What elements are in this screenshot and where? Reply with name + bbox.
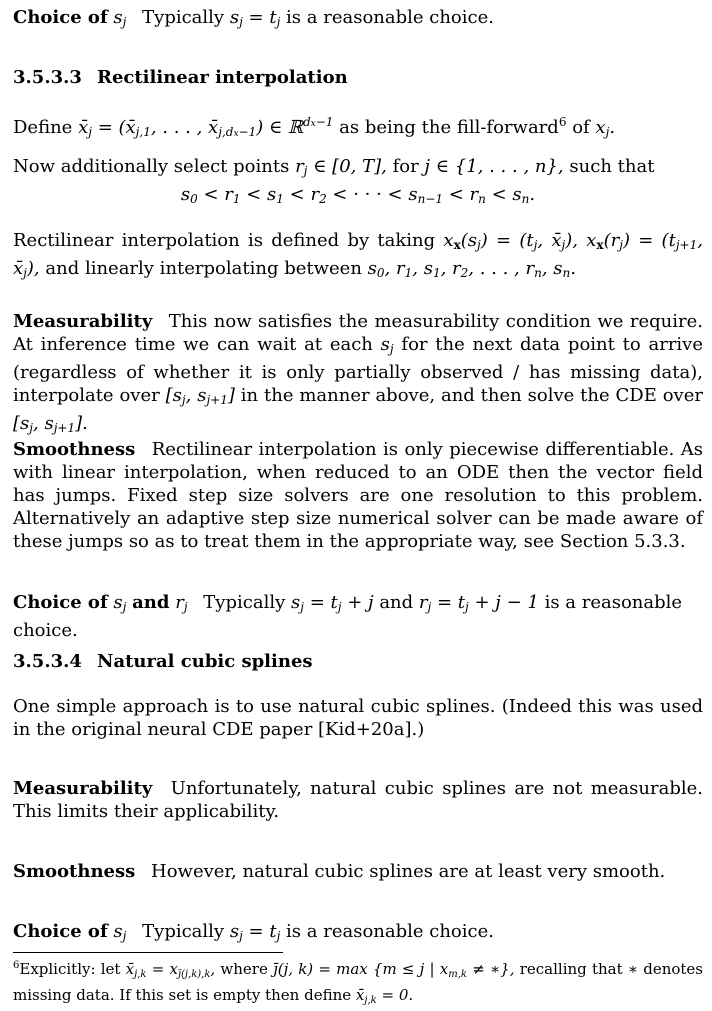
choice-end: is a reasonable choice. [286, 7, 494, 28]
smoothness2-title: Smoothness [13, 861, 136, 882]
measurability-paragraph-1 [13, 310, 703, 440]
choice3-text: Typically [142, 921, 225, 942]
math-sj-eq-tj: $s_j = t_j$ [229, 7, 281, 29]
define-text-f: such that [569, 156, 655, 177]
choice2-mid: and [379, 592, 414, 613]
section-title: Rectilinear interpolation [97, 67, 348, 88]
define-text-c: of [572, 117, 590, 138]
choice2-end: is a reasonable choice. [13, 592, 683, 641]
choice2-text: Typically [203, 592, 286, 613]
math-sj-2: $s_j$ [380, 334, 394, 356]
measurability2-text: Unfortunately, natural cubic splines are not measurable. This limits their applicability. [13, 778, 703, 822]
smoothness-text: Rectilinear interpolation is only piecewise differentiable. As with linear interpolation, when reduced to an ODE then the vector field has jumps. Fixed step size solvers are one resolution to this problem. Alternatively an adaptive step size numerical solver can be made aware of these jumps so as to treat them in the appropriate way, see Section 5.3.3. [13, 439, 703, 552]
choice-paragraph-1 [13, 6, 703, 34]
footnote-mark: 6 [558, 115, 567, 129]
footnote-rule [13, 952, 283, 953]
section-heading-cubic [13, 650, 703, 673]
math-fn-xbar: $x̄_{j,k} = x_{j̄(j,k),k}$, [125, 960, 216, 980]
math-sj-3: $s_j$ [113, 592, 127, 614]
define-line-1 [13, 111, 703, 146]
math-sj-4: $s_j$ [113, 921, 127, 943]
footnote [13, 956, 703, 1011]
footnote-number: 6 [13, 960, 20, 971]
measurability-text-2: for the next data point to arrive (regardless of whether it is only partially observed / has missing data), interpolate over [13, 334, 703, 406]
math-rj-interval: $r_j$ ∈ [0, T], [295, 156, 387, 178]
smoothness2-text: However, natural cubic splines are at least very smooth. [151, 861, 666, 882]
math-xbar-def: $x̄_j$ = ($x̄_{j,1}$, . . . , $x̄_{j,dx-1}$) ∈ ℝ$^{dx-1}$ [78, 115, 334, 139]
define-text-e: for [392, 156, 419, 177]
smoothness-paragraph-1 [13, 438, 703, 553]
choice-paragraph-2 [13, 591, 703, 642]
define-text-d: Now additionally select points [13, 156, 290, 177]
measurability2-title: Measurability [13, 778, 153, 799]
math-sequence: $s_0$, $r_1$, $s_1$, $r_2$, . . . , $r_n$, $s_n$. [367, 258, 576, 280]
math-interval-2: [$s_j$, $s_{j+1}$]. [13, 413, 88, 435]
choice2-title-a: Choice of [13, 592, 108, 613]
choice3-end: is a reasonable choice. [286, 921, 494, 942]
math-fn-zero: $x̄_{j,k} = 0$. [355, 986, 414, 1006]
measurability-text-1: This now satisfies the measurability condition we require. At inference time we can wait at each [13, 311, 703, 355]
math-sj: $s_j$ [113, 7, 127, 29]
section-title-2: Natural cubic splines [97, 651, 313, 672]
math-sj-def: $s_j = t_j + j$ [290, 592, 374, 614]
math-rj: $r_j$ [175, 592, 188, 614]
choice-title: Choice of [13, 7, 108, 28]
section-heading-rectilinear [13, 66, 703, 89]
define-text-b: as being the fill-forward [339, 117, 559, 138]
math-xj: $x_j$. [595, 117, 616, 139]
choice-paragraph-3 [13, 920, 703, 948]
define-line-2 [13, 155, 703, 183]
rect-text-b: and linearly interpolating between [45, 258, 362, 279]
section-number-2: 3.5.3.4 [13, 651, 82, 672]
rect-text-a: Rectilinear interpolation is defined by taking [13, 230, 436, 251]
math-j-set: j ∈ {1, . . . , n}, [424, 156, 564, 177]
choice2-title-b: and [132, 592, 170, 613]
choice3-title: Choice of [13, 921, 108, 942]
math-sj-eq-tj-2: $s_j = t_j$ [229, 921, 281, 943]
rectilinear-definition [13, 229, 703, 285]
cubic-paragraph [13, 695, 703, 741]
cubic-text: One simple approach is to use natural cubic splines. (Indeed this was used in the original neural CDE paper [Kid+20a].) [13, 696, 703, 740]
math-rj-def: $r_j = t_j + j - 1$ [418, 592, 539, 614]
footnote-text-c: recalling that ∗ denotes missing data. If this set is empty then define [13, 960, 703, 1004]
smoothness-paragraph-2 [13, 860, 703, 883]
math-xrj: $x_x(r_j) = (t_{j+1}$, $x̄_j$), [13, 230, 703, 280]
smoothness-title: Smoothness [13, 439, 136, 460]
math-fn-jbar: j̄(j, k) = max {m ≤ j | $x_{m,k}$ ≠ ∗}, [273, 960, 515, 980]
define-paragraph [13, 111, 703, 183]
math-xsj: $x_x(s_j) = (t_j$, $x̄_j$), [443, 230, 578, 252]
section-number: 3.5.3.3 [13, 67, 82, 88]
measurability-paragraph-2 [13, 777, 703, 823]
footnote-text-a: Explicitly: let [19, 960, 121, 978]
measurability-title: Measurability [13, 311, 153, 332]
footnote-text-b: where [220, 960, 268, 978]
choice-text: Typically [142, 7, 225, 28]
ordering-equation: $s_0 < r_1 < s_1 < r_2$ < · · · < $s_{n-1} < r_n < s_n$. [180, 184, 536, 206]
measurability-text-3: in the manner above, and then solve the CDE over [240, 385, 703, 406]
math-interval-1: [$s_j$, $s_{j+1}$] [165, 385, 235, 407]
define-text-a: Define [13, 117, 73, 138]
